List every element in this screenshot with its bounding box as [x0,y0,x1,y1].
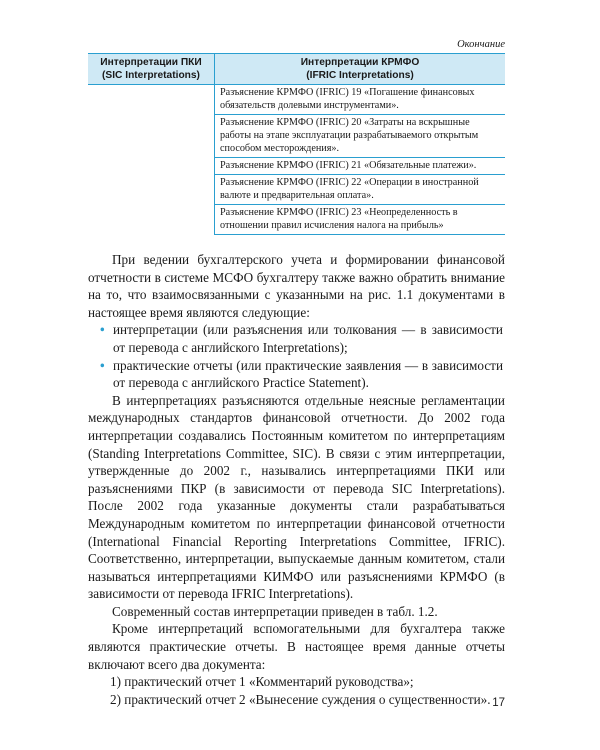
table-cell-ifric: Разъяснение КРМФО (IFRIC) 21 «Обязательные платежи». [215,158,506,175]
table-row [88,85,505,115]
table-header-ifric [215,54,506,85]
table-continuation-label: Окончание [457,39,505,50]
body-text [88,251,505,708]
header-sic-line2: (SIC Interpretations) [102,70,200,81]
paragraph-practice-statements: Кроме интерпретаций вспомогательными для бухгалтера также являются практические отчеты. В настоящее время данные отчеты включают всего два документа: [88,621,505,672]
list-item-text: интерпретации (или разъяснения или толкования — в зависимости от перевода с английского Interpretations); [113,322,503,355]
numbered-item: 2) практический отчет 2 «Вынесение суждения о существенности». [110,691,491,707]
table-cell-sic [88,85,215,235]
table-cell-ifric: Разъяснение КРМФО (IFRIC) 20 «Затраты на вскрышные работы на этапе эксплуатации разрабатываемого открытым способом месторождения». [215,115,506,158]
table-cell-ifric: Разъяснение КРМФО (IFRIC) 19 «Погашение финансовых обязательств долевыми инструментами». [215,85,506,115]
table-cell-ifric: Разъяснение КРМФО (IFRIC) 23 «Неопределенность в отношении правил исчисления налога на прибыль» [215,205,506,235]
list-item [88,357,505,392]
bullet-icon: • [100,357,105,373]
header-ifric-line1: Интерпретации КРМФО [300,57,420,68]
bullet-icon: • [100,322,105,338]
list-item [88,321,505,356]
table-header-row [88,54,505,85]
page-content [88,38,505,708]
numbered-item: 1) практический отчет 1 «Комментарий руководства»; [110,674,414,690]
table-cell-ifric: Разъяснение КРМФО (IFRIC) 22 «Операции в иностранной валюте и предварительная оплата». [215,175,506,205]
interpretations-table [88,53,505,235]
page-number: 17 [492,697,505,709]
list-item-text: практические отчеты (или практические заявления — в зависимости от перевода с английского Practice Statement). [113,357,503,391]
paragraph-table-ref: Современный состав интерпретации приведен в табл. 1.2. [112,603,438,619]
paragraph-intro: При ведении бухгалтерского учета и формировании финансовой отчетности в системе МСФО бухгалтеру также важно обратить внимание на то, что взаимосвязанными с указанными на рис. 1.1 документами в настоящее время являются следующие: [88,252,505,320]
bullet-list [88,321,505,391]
paragraph-interpretations: В интерпретациях разъясняются отдельные неясные регламентации международных стандартов финансовой отчетности. До 2002 года интерпретации создавались Постоянным комитетом по интерпретациям (Standing Interpretations Committee, SIC). В связи с этим интерпретации, утвержденные до 2002 г., назывались интерпретациями ПКИ или разъяснениями ПКР (в зависимости от перевода SIC Interpretations). После 2002 года указанные документы стали разрабатываться Международным комитетом по интерпретации финансовой отчетности (International Financial Reporting Interpretations Committee, IFRIC). Соответственно, интерпретации, выпускаемые данным комитетом, стали называться интерпретациями КИМФО или разъяснениями КРМФО (в зависимости от перевода IFRIC Interpretations). [88,392,505,602]
header-ifric-line2: (IFRIC Interpretations) [306,70,414,81]
header-sic-line1: Интерпретации ПКИ [100,57,202,68]
table-header-sic [88,54,215,85]
